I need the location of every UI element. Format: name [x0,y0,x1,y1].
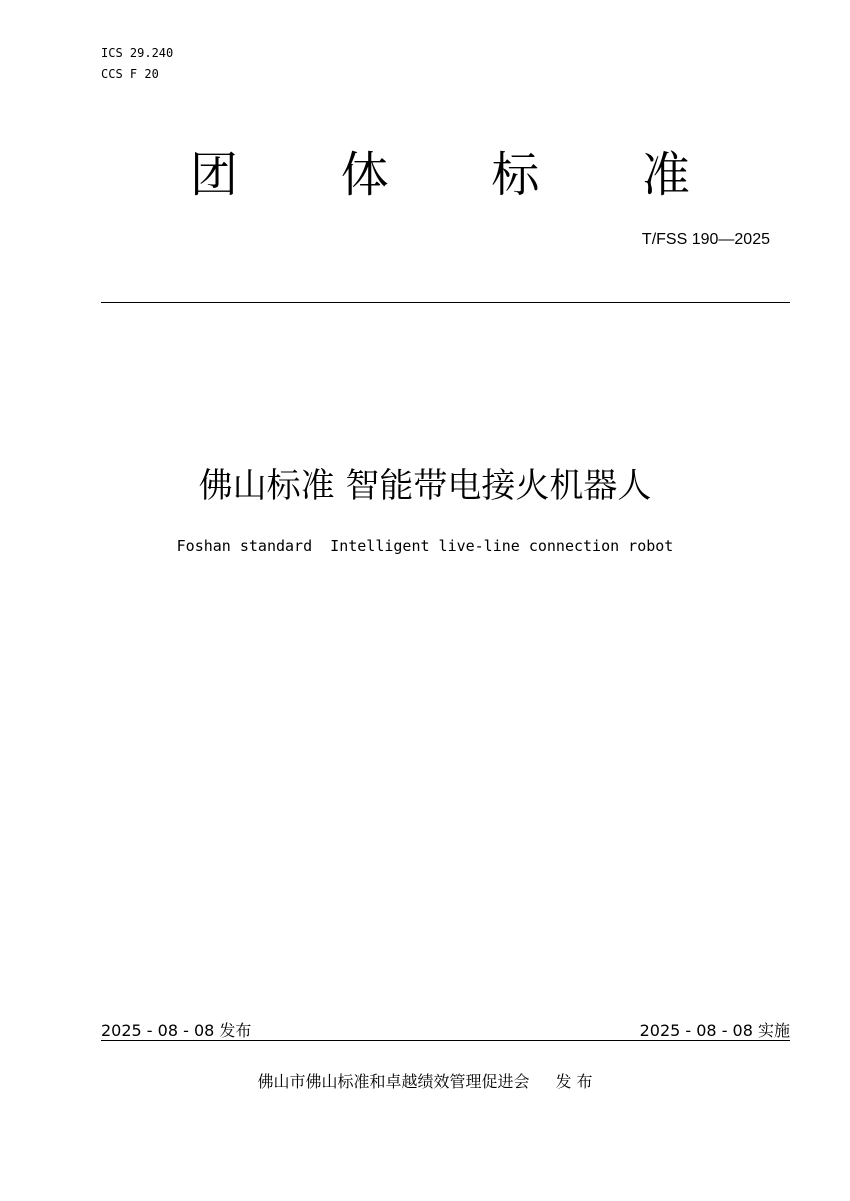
ccs-code: CCS F 20 [101,67,159,81]
publisher-action: 发 布 [555,1072,593,1091]
category-char: 体 [340,147,389,203]
top-divider [101,302,790,303]
bottom-divider [101,1040,790,1041]
category-char: 团 [190,147,239,203]
document-title-zh: 佛山标准 智能带电接火机器人 [198,466,652,506]
category-char: 标 [491,147,540,203]
category-char: 准 [641,147,690,203]
standard-category-title [190,140,690,210]
publisher-name: 佛山市佛山标准和卓越绩效管理促进会 [257,1072,530,1091]
standard-number: T/FSS 190—2025 [641,231,770,248]
implement-date: 2025 - 08 - 08 实施 [639,1021,790,1040]
publisher-line [0,1069,850,1092]
ics-code: ICS 29.240 [101,46,174,60]
document-title-en: Foshan standard Intelligent live-line connection robot [176,537,674,555]
classification-codes [101,43,173,85]
publish-date: 2025 - 08 - 08 发布 [101,1021,252,1040]
